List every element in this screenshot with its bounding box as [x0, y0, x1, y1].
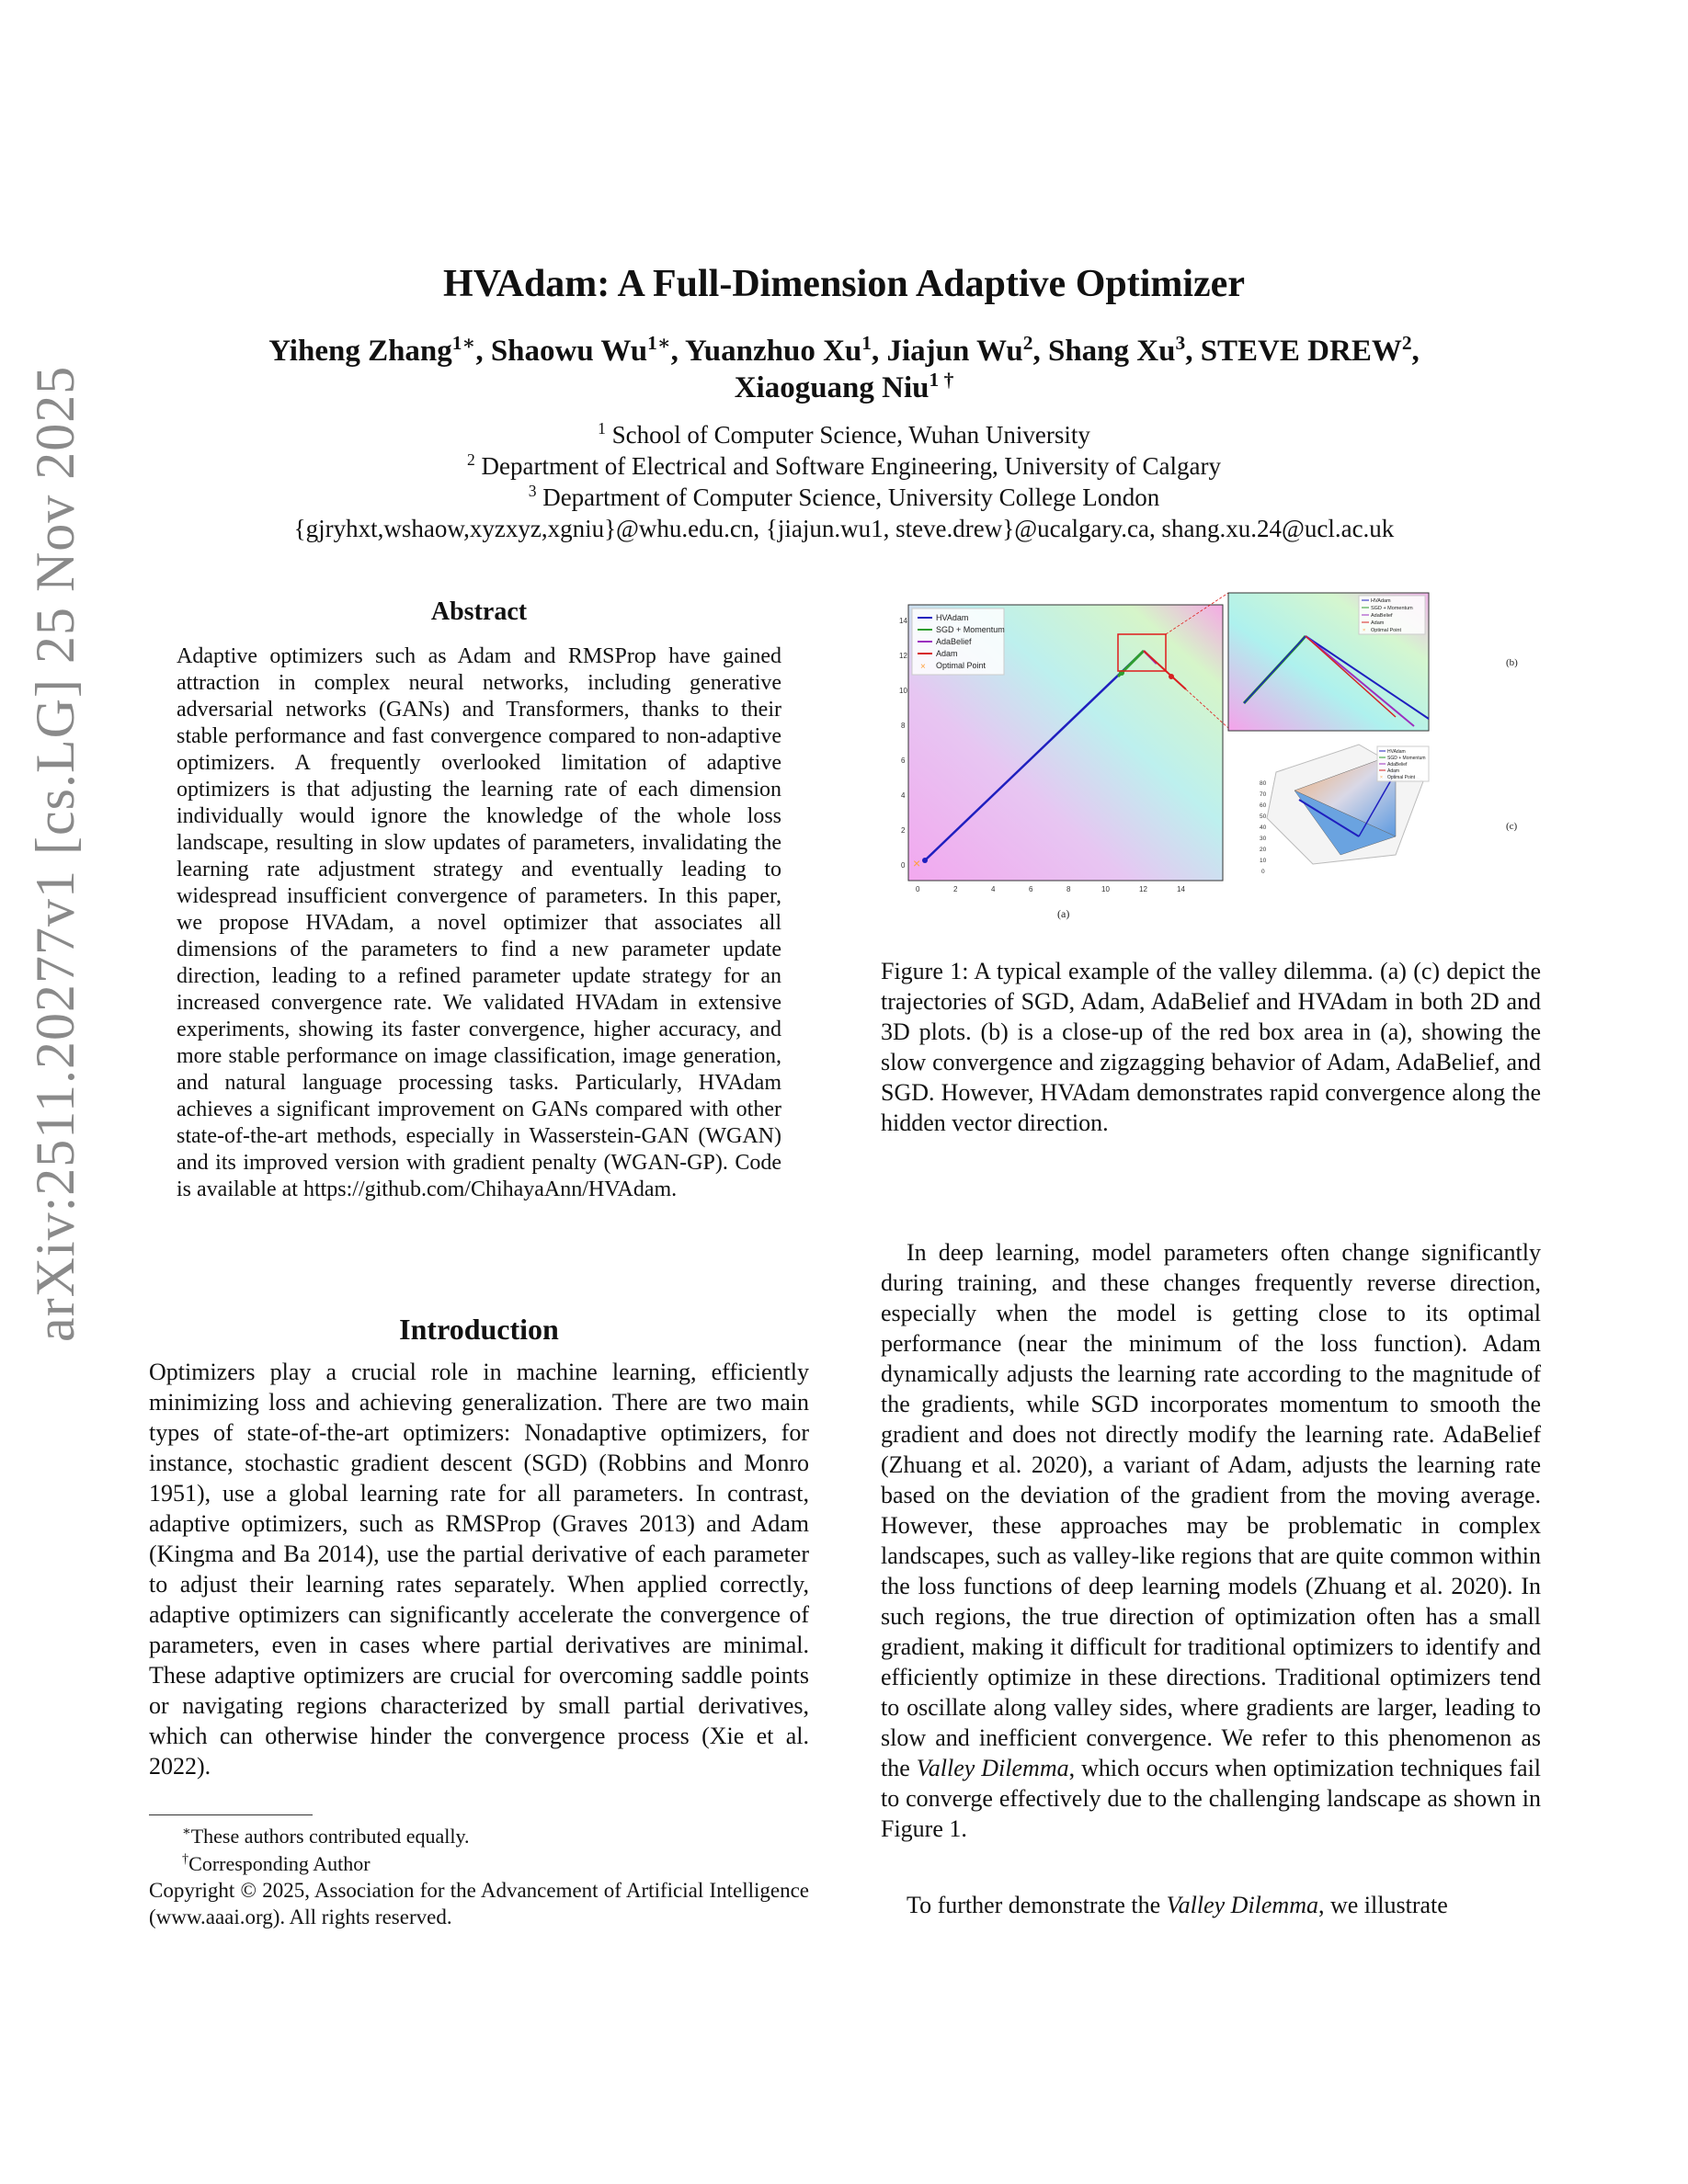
- affiliation: $^3$ Department of Computer Science, University College London: [528, 482, 1160, 511]
- author: Yuanzhuo Xu$^1$: [684, 332, 872, 368]
- panel-c-label: (c): [1506, 821, 1518, 832]
- panel-b-legend: [1359, 596, 1425, 634]
- panel-b-plot: [1228, 593, 1518, 731]
- y-tick: 2: [901, 826, 906, 835]
- x-tick-labels: [916, 885, 1185, 893]
- figure-caption: Figure 1: A typical example of the valley dilemma. (a) (c) depict the trajectories of SGD, Adam, AdaBelief and HVAdam in both 2D and 3D plots. (b) is a close-up of the red box area in (a), showing the slow convergence and zigzagging behavior of Adam, AdaBelief, and SGD. However, HVAdam demonstrates rapid convergence along the hidden vector direction.: [881, 958, 1541, 1136]
- svg-text:×: ×: [920, 662, 926, 672]
- legend-label: HVAdam: [1387, 749, 1406, 755]
- y-tick: 8: [901, 722, 906, 730]
- author: STEVE DREW$^2$: [1200, 332, 1412, 368]
- legend-label: SGD + Momentum: [1387, 756, 1426, 761]
- y-tick: 4: [901, 791, 906, 800]
- x-tick: 2: [953, 885, 958, 893]
- author: Xiaoguang Niu$^{1 \dagger}$: [734, 369, 954, 404]
- legend-label: Adam: [1371, 620, 1385, 626]
- author-list: Yiheng Zhang$^{1∗}$, Shaowu $Wu^{1∗}$, Yuanzhuo Xu$^1$, Jiajun Wu$^2$, Shang Xu$^3$, STEVE DREW$^2$,: [268, 332, 1420, 368]
- affiliation: $^1$ School of Computer Science, Wuhan University: [598, 419, 1090, 449]
- figure-graphic: [881, 588, 1546, 938]
- chart-legend: [912, 609, 1005, 675]
- paper-title: HVAdam: A Full-Dimension Adaptive Optimizer: [443, 263, 1245, 305]
- z-tick: 40: [1260, 825, 1267, 831]
- author: Yiheng Zhang$^{1∗}$: [268, 332, 476, 368]
- panel-b-label: (b): [1506, 657, 1518, 668]
- footnote-rule: [149, 1814, 313, 1815]
- body-paragraph: To further demonstrate the Valley Dilemma, we illustrate: [907, 1892, 1448, 1918]
- z-tick: 70: [1260, 791, 1267, 798]
- figure-1: [881, 588, 1546, 938]
- legend-label: AdaBelief: [1387, 762, 1408, 768]
- affiliation: $^2$ Department of Electrical and Software Engineering, University of Calgary: [467, 450, 1221, 480]
- z-tick: 30: [1260, 836, 1267, 842]
- legend-label: SGD + Momentum: [936, 625, 1005, 634]
- panel-c-plot: [1260, 745, 1518, 875]
- x-tick: 10: [1101, 885, 1110, 893]
- arxiv-identifier: arXiv:2511.20277v1 [cs.LG] 25 Nov 2025: [25, 365, 86, 1342]
- copyright-note: Copyright © 2025, Association for the Advancement of Artificial Intelligence (www.aaai.org). All rights reserved.: [149, 1879, 809, 1928]
- legend-label: Optimal Point: [1387, 775, 1416, 780]
- abstract-heading: Abstract: [430, 597, 528, 626]
- y-tick: 12: [899, 652, 907, 660]
- legend-label: HVAdam: [1371, 598, 1391, 604]
- y-tick: 0: [901, 861, 906, 870]
- z-tick: 20: [1260, 847, 1267, 853]
- intro-paragraph: Optimizers play a crucial role in machine learning, efficiently minimizing loss and achieving generalization. There are two main types of state-of-the-art optimizers: Nonadaptive optimizers, for instance, stochastic gradient descent (SGD) (Robbins and Monro 1951), use a global learning rate for all parameters. In contrast, adaptive optimizers, such as RMSProp (Graves 2013) and Adam (Kingma and Ba 2014), use the partial derivative of each parameter to adjust their learning rates separately. When applied correctly, adaptive optimizers can significantly accelerate the convergence of parameters, even in cases where partial derivatives are minimal. These adaptive optimizers are crucial for overcoming saddle points or navigating regions characterized by small partial derivatives, which can otherwise hinder the convergence process (Xie et al. 2022).: [149, 1359, 809, 1780]
- legend-label: AdaBelief: [1371, 613, 1393, 619]
- x-tick: 0: [916, 885, 920, 893]
- y-tick: 6: [901, 756, 906, 765]
- x-tick: 14: [1177, 885, 1185, 893]
- author: Shang Xu$^3$: [1047, 332, 1186, 368]
- y-tick: 10: [899, 687, 907, 695]
- legend-label: Optimal Point: [1371, 628, 1402, 633]
- optimal-point-marker: ×: [913, 856, 921, 870]
- author-emails: {gjryhxt,wshaow,xyzxyz,xgniu}@whu.edu.cn, {jiajun.wu1, steve.drew}@ucalgary.ca, shang.xu.24@ucl.ac.uk: [293, 515, 1395, 542]
- z-tick: 50: [1260, 813, 1267, 820]
- legend-label: HVAdam: [936, 613, 969, 622]
- legend-label: Optimal Point: [936, 661, 987, 670]
- x-tick: 8: [1066, 885, 1071, 893]
- legend-label: SGD + Momentum: [1371, 606, 1413, 611]
- legend-label: Adam: [1387, 768, 1400, 774]
- x-tick: 4: [991, 885, 996, 893]
- panel-c-legend: [1377, 746, 1429, 781]
- body-paragraph: In deep learning, model parameters often change significantly during training, and these changes frequently reverse direction, especially when the model is getting close to its optimal performance (near the minimum of the loss function). Adam dynamically adjusts the learning rate according to the magnitude of the gradients, while SGD incorporates momentum to smooth the gradient and does not directly modify the learning rate. AdaBelief (Zhuang et al. 2020), a variant of Adam, adjusts the learning rate based on the deviation of the gradient from the moving average. However, these approaches may be problematic in complex landscapes, such as valley-like regions that are quite common within the loss functions of deep learning models (Zhuang et al. 2020). In such regions, the true direction of optimization often has a small gradient, making it difficult for traditional optimizers to identify and efficiently optimize in these directions. Traditional optimizers tend to oscillate along valley sides, where gradients are larger, leading to slow and inefficient convergence. We refer to this phenomenon as the Valley Dilemma, which occurs when optimization techniques fail to converge effectively due to the challenging landscape as shown in Figure 1.: [881, 1239, 1542, 1842]
- legend-label: AdaBelief: [936, 637, 972, 646]
- y-tick: 14: [899, 617, 907, 625]
- panel-a-plot: [899, 593, 1228, 920]
- author-list-line2: [0, 371, 1688, 405]
- abstract-text: Adaptive optimizers such as Adam and RMSProp have gained attraction in complex neural networks, including generative adversarial networks (GANs) and Transformers, thanks to their stable performance and fast convergence compared to non-adaptive optimizers. A frequently overlooked limitation of adaptive optimizers is that adjusting the learning rate of each dimension individually would ignore the knowledge of the whole loss landscape, resulting in slow updates of parameters, invalidating the learning rate adjustment strategy and eventually leading to widespread insufficient convergence of parameters. In this paper, we propose HVAdam, a novel optimizer that associates all dimensions of the parameters to find a new parameter update direction, leading to a refined parameter update strategy for an increased convergence rate. We validated HVAdam in extensive experiments, showing its faster convergence, higher accuracy, and more stable performance on image classification, image generation, and natural language processing tasks. Particularly, HVAdam achieves a significant improvement on GANs compared with other state-of-the-art methods, especially in Wasserstein-GAN (WGAN) and its improved version with gradient penalty (WGAN-GP). Code is available at https://github.com/ChihayaAnn/HVAdam.: [177, 644, 781, 1201]
- legend-label: Adam: [936, 649, 958, 658]
- z-tick: 60: [1260, 802, 1267, 809]
- svg-text:×: ×: [1363, 628, 1366, 633]
- author: Shaowu $Wu^{1∗}$: [490, 332, 671, 368]
- z-tick: 80: [1260, 780, 1267, 787]
- y-tick-labels: [899, 617, 907, 870]
- z-tick: 0: [1261, 869, 1265, 875]
- author: Jiajun Wu$^2$: [886, 332, 1033, 368]
- intro-heading: Introduction: [399, 1313, 559, 1346]
- panel-a-label: (a): [1057, 907, 1070, 920]
- z-tick: 10: [1260, 858, 1267, 864]
- x-tick: 12: [1139, 885, 1147, 893]
- footnote-corresponding: †Corresponding Author: [182, 1851, 371, 1875]
- x-tick: 6: [1029, 885, 1033, 893]
- footnote-equal: ∗These authors contributed equally.: [182, 1824, 470, 1848]
- svg-text:×: ×: [1380, 775, 1383, 780]
